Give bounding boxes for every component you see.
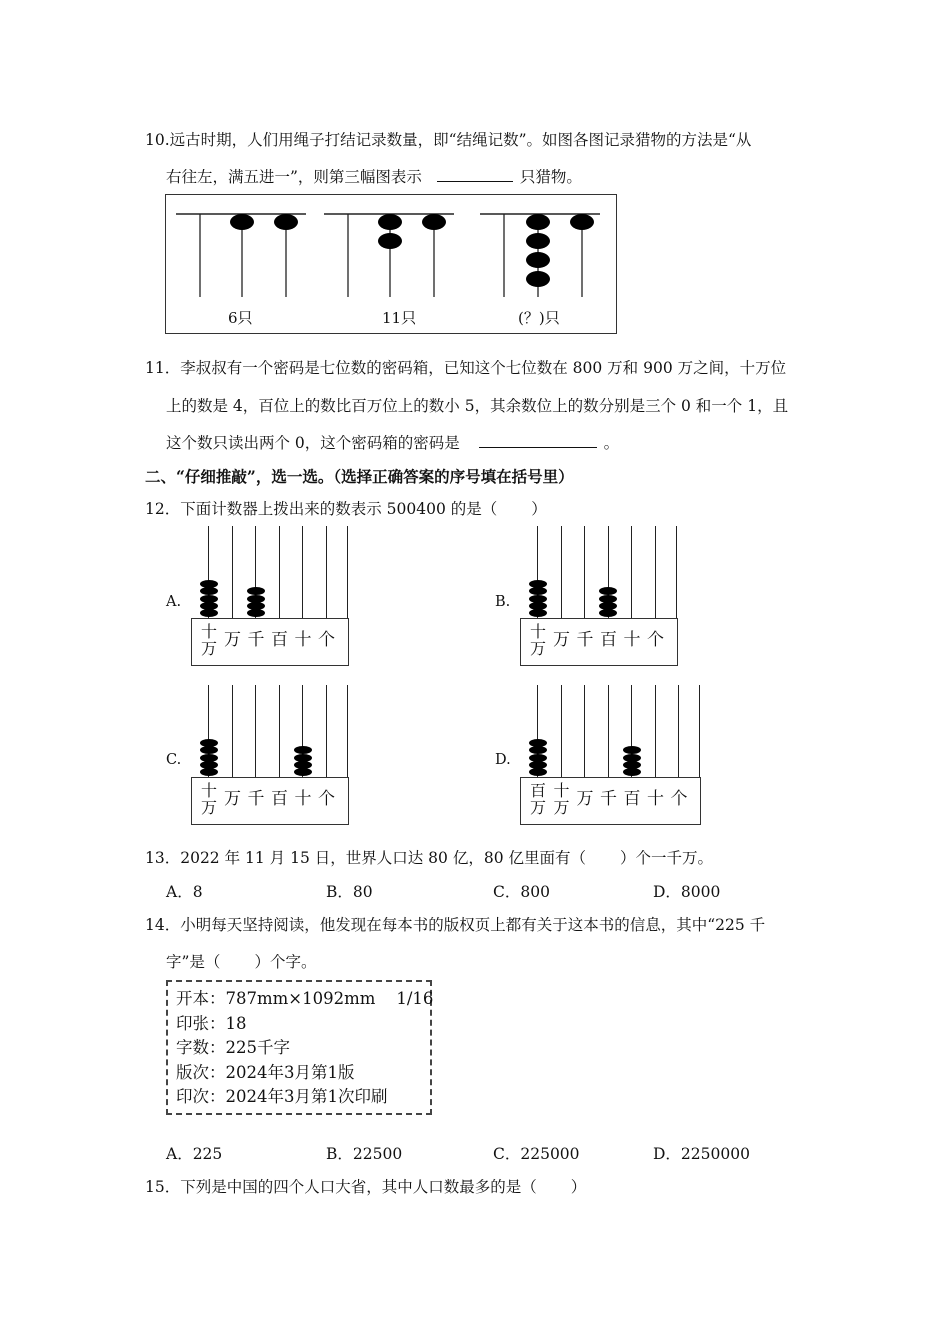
- knot-3-left-1: [526, 214, 550, 230]
- abacus-frame-post: [347, 685, 348, 777]
- section2-heading: 二、“仔细推敲”，选一选。（选择正确答案的序号填在括号里）: [145, 467, 574, 486]
- abacus-bead[interactable]: [529, 739, 547, 747]
- abacus-bead[interactable]: [623, 746, 641, 754]
- abacus-bead[interactable]: [529, 768, 547, 776]
- knot-1-right-1: [274, 214, 298, 230]
- abacus-rod[interactable]: [584, 685, 585, 777]
- knot-label-3: (？)只: [518, 309, 560, 327]
- q11-line3: [166, 431, 619, 453]
- abacus-place-label: 万: [224, 789, 241, 809]
- abacus-place-label: 个: [318, 630, 335, 650]
- q11-line3-text: 这个数只读出两个 0，这个密码箱的密码是: [166, 434, 460, 452]
- copyright-info-box: [166, 980, 432, 1115]
- abacus-rod[interactable]: [255, 685, 256, 777]
- copyright-word-count: 字数：225千字: [176, 1038, 290, 1057]
- abacus-bead[interactable]: [200, 739, 218, 747]
- abacus-rod[interactable]: [232, 685, 233, 777]
- abacus-place-label: 百: [271, 789, 288, 809]
- abacus-rod[interactable]: [326, 526, 327, 618]
- q11-line3-suffix: 。: [603, 434, 620, 452]
- q11-line1: 11．李叔叔有一个密码是七位数的密码箱，已知这个七位数在 800 万和 900 万之间，十万位: [145, 359, 787, 377]
- q10-line2: [166, 165, 582, 187]
- q13-option-a[interactable]: A．8: [166, 883, 203, 901]
- q11-line2: 上的数是 4，百位上的数比百万位上的数小 5，其余数位上的数分别是三个 0 和一个 1，且: [166, 397, 789, 415]
- abacus-place-label: 千: [576, 630, 594, 650]
- q11-answer-blank[interactable]: [479, 433, 597, 448]
- q13-stem-close: ）个一千万。: [619, 849, 713, 867]
- q14-option-a[interactable]: A．225: [166, 1145, 223, 1163]
- q14-line1: 14．小明每天坚持阅读，他发现在每本书的版权页上都有关于这本书的信息，其中“225 千: [145, 916, 766, 934]
- knot-2-left-2: [378, 233, 402, 249]
- abacus-bead[interactable]: [247, 602, 265, 610]
- knot-3-right-1: [570, 214, 594, 230]
- abacus-bead[interactable]: [529, 595, 547, 603]
- abacus-place-label: 千: [247, 789, 265, 809]
- abacus-bead[interactable]: [529, 746, 547, 754]
- knot-counting-figure: [165, 194, 617, 334]
- abacus-option-b[interactable]: [495, 526, 670, 666]
- abacus-bead[interactable]: [294, 754, 312, 762]
- abacus-bead[interactable]: [200, 580, 218, 588]
- abacus-place-label: 万: [224, 630, 241, 650]
- abacus-bead[interactable]: [200, 754, 218, 762]
- abacus-place-label: 千: [600, 789, 617, 809]
- abacus-place-label: 百: [271, 630, 288, 650]
- abacus-bead[interactable]: [247, 595, 265, 603]
- abacus-rod[interactable]: [326, 685, 327, 777]
- abacus-place-label: 个: [647, 630, 664, 650]
- abacus-option-d[interactable]: [495, 685, 695, 825]
- abacus-bead[interactable]: [200, 746, 218, 754]
- copyright-format: 开本：787mm×1092mm 1/16: [176, 989, 434, 1008]
- abacus-place-label: 万: [553, 630, 570, 650]
- abacus-place-label: 十万: [529, 622, 546, 658]
- knot-3-left-4: [526, 271, 550, 287]
- abacus-option-c[interactable]: [166, 685, 341, 825]
- q13-option-d[interactable]: D．8000: [653, 883, 721, 901]
- q12-stem-text: 12．下面计数器上拨出来的数表示 500400 的是（: [145, 500, 498, 518]
- abacus-place-label: 十: [294, 630, 312, 650]
- q14-line2-suffix: ）个字。: [254, 953, 317, 971]
- abacus-rod[interactable]: [584, 526, 585, 618]
- q13-option-b[interactable]: B．80: [326, 883, 373, 901]
- q10-line1: 10.远古时期，人们用绳子打结记录数量，即“结绳记数”。如图各图记录猎物的方法是“从: [145, 131, 752, 149]
- abacus-place-label: 百万: [529, 781, 546, 817]
- abacus-place-label: 十: [647, 789, 664, 809]
- q13-stem-text: 13．2022 年 11 月 15 日，世界人口达 80 亿，80 亿里面有（: [145, 849, 586, 867]
- abacus-place-label: 十: [623, 630, 641, 650]
- abacus-bead[interactable]: [294, 768, 312, 776]
- abacus-rod[interactable]: [561, 526, 562, 618]
- q12-stem: [145, 497, 547, 519]
- abacus-bead[interactable]: [623, 768, 641, 776]
- abacus-rod[interactable]: [279, 526, 280, 618]
- abacus-place-label: 百: [623, 789, 641, 809]
- abacus-place-label: 个: [670, 789, 688, 809]
- abacus-bead[interactable]: [200, 587, 218, 595]
- abacus-bead[interactable]: [200, 609, 218, 617]
- abacus-frame-post: [699, 685, 700, 777]
- q10-line2-suffix: 只猎物。: [519, 168, 582, 186]
- knot-3-left-3: [526, 252, 550, 268]
- abacus-bead[interactable]: [599, 587, 617, 595]
- knot-label-1: 6只: [228, 309, 253, 327]
- q12-stem-close: ）: [531, 500, 547, 518]
- abacus-place-label: 十万: [553, 781, 570, 817]
- q13-stem: [145, 846, 713, 868]
- q12-option-d-letter[interactable]: D.: [495, 752, 511, 768]
- abacus-place-label: 十万: [200, 781, 217, 817]
- abacus-place-label: 十万: [200, 622, 217, 658]
- q14-line2-text: 字”是（: [166, 953, 221, 971]
- q15-stem-text: 15．下列是中国的四个人口大省，其中人口数最多的是（: [145, 1178, 537, 1196]
- abacus-bead[interactable]: [200, 595, 218, 603]
- abacus-frame-post: [347, 526, 348, 618]
- abacus-rod[interactable]: [279, 685, 280, 777]
- abacus-bead[interactable]: [294, 761, 312, 769]
- abacus-rod[interactable]: [302, 526, 303, 618]
- abacus-bead[interactable]: [247, 587, 265, 595]
- knot-2-right-1: [422, 214, 446, 230]
- abacus-option-a[interactable]: [166, 526, 341, 666]
- abacus-rod[interactable]: [561, 685, 562, 777]
- abacus-bead[interactable]: [529, 754, 547, 762]
- abacus-bead[interactable]: [200, 761, 218, 769]
- q10-answer-blank[interactable]: [437, 167, 513, 182]
- abacus-rod[interactable]: [655, 685, 656, 777]
- q10-line2-text: 右往左，满五进一”，则第三幅图表示: [166, 168, 422, 186]
- abacus-bead[interactable]: [529, 609, 547, 617]
- q14-option-b[interactable]: B．22500: [326, 1145, 403, 1163]
- q13-option-c[interactable]: C．800: [493, 883, 550, 901]
- q12-option-b-letter[interactable]: B.: [495, 594, 511, 610]
- abacus-rod[interactable]: [608, 685, 609, 777]
- abacus-bead[interactable]: [599, 595, 617, 603]
- q15-stem-close: ）: [570, 1178, 587, 1196]
- q15-stem: [145, 1175, 586, 1197]
- abacus-bead[interactable]: [529, 580, 547, 588]
- q12-option-c-letter[interactable]: C.: [166, 752, 182, 768]
- abacus-rod[interactable]: [631, 526, 632, 618]
- abacus-bead[interactable]: [599, 602, 617, 610]
- q14-option-c[interactable]: C．225000: [493, 1145, 580, 1163]
- q14-option-d[interactable]: D．2250000: [653, 1145, 750, 1163]
- abacus-bead[interactable]: [623, 761, 641, 769]
- q12-option-a-letter[interactable]: A.: [166, 594, 182, 610]
- abacus-bead[interactable]: [247, 609, 265, 617]
- abacus-bead[interactable]: [623, 754, 641, 762]
- knot-1-left-1: [230, 214, 254, 230]
- abacus-rod[interactable]: [655, 526, 656, 618]
- q14-line2: [166, 950, 316, 972]
- abacus-bead[interactable]: [599, 609, 617, 617]
- abacus-place-label: 千: [247, 630, 265, 650]
- abacus-frame-post: [676, 526, 677, 618]
- abacus-bead[interactable]: [529, 761, 547, 769]
- abacus-place-label: 个: [318, 789, 335, 809]
- abacus-bead[interactable]: [200, 602, 218, 610]
- knot-label-2: 11只: [382, 309, 417, 327]
- abacus-place-label: 百: [600, 630, 617, 650]
- abacus-bead[interactable]: [294, 746, 312, 754]
- abacus-rod[interactable]: [678, 685, 679, 777]
- abacus-bead[interactable]: [529, 587, 547, 595]
- abacus-place-label: 万: [576, 789, 594, 809]
- knot-2-left-1: [378, 214, 402, 230]
- copyright-printing: 印次：2024年3月第1次印刷: [176, 1087, 388, 1106]
- abacus-bead[interactable]: [200, 768, 218, 776]
- copyright-edition: 版次：2024年3月第1版: [176, 1062, 355, 1082]
- abacus-rod[interactable]: [232, 526, 233, 618]
- copyright-sheets: 印张：18: [176, 1013, 247, 1033]
- abacus-place-label: 十: [294, 789, 312, 809]
- abacus-bead[interactable]: [529, 602, 547, 610]
- knot-3-left-2: [526, 233, 550, 249]
